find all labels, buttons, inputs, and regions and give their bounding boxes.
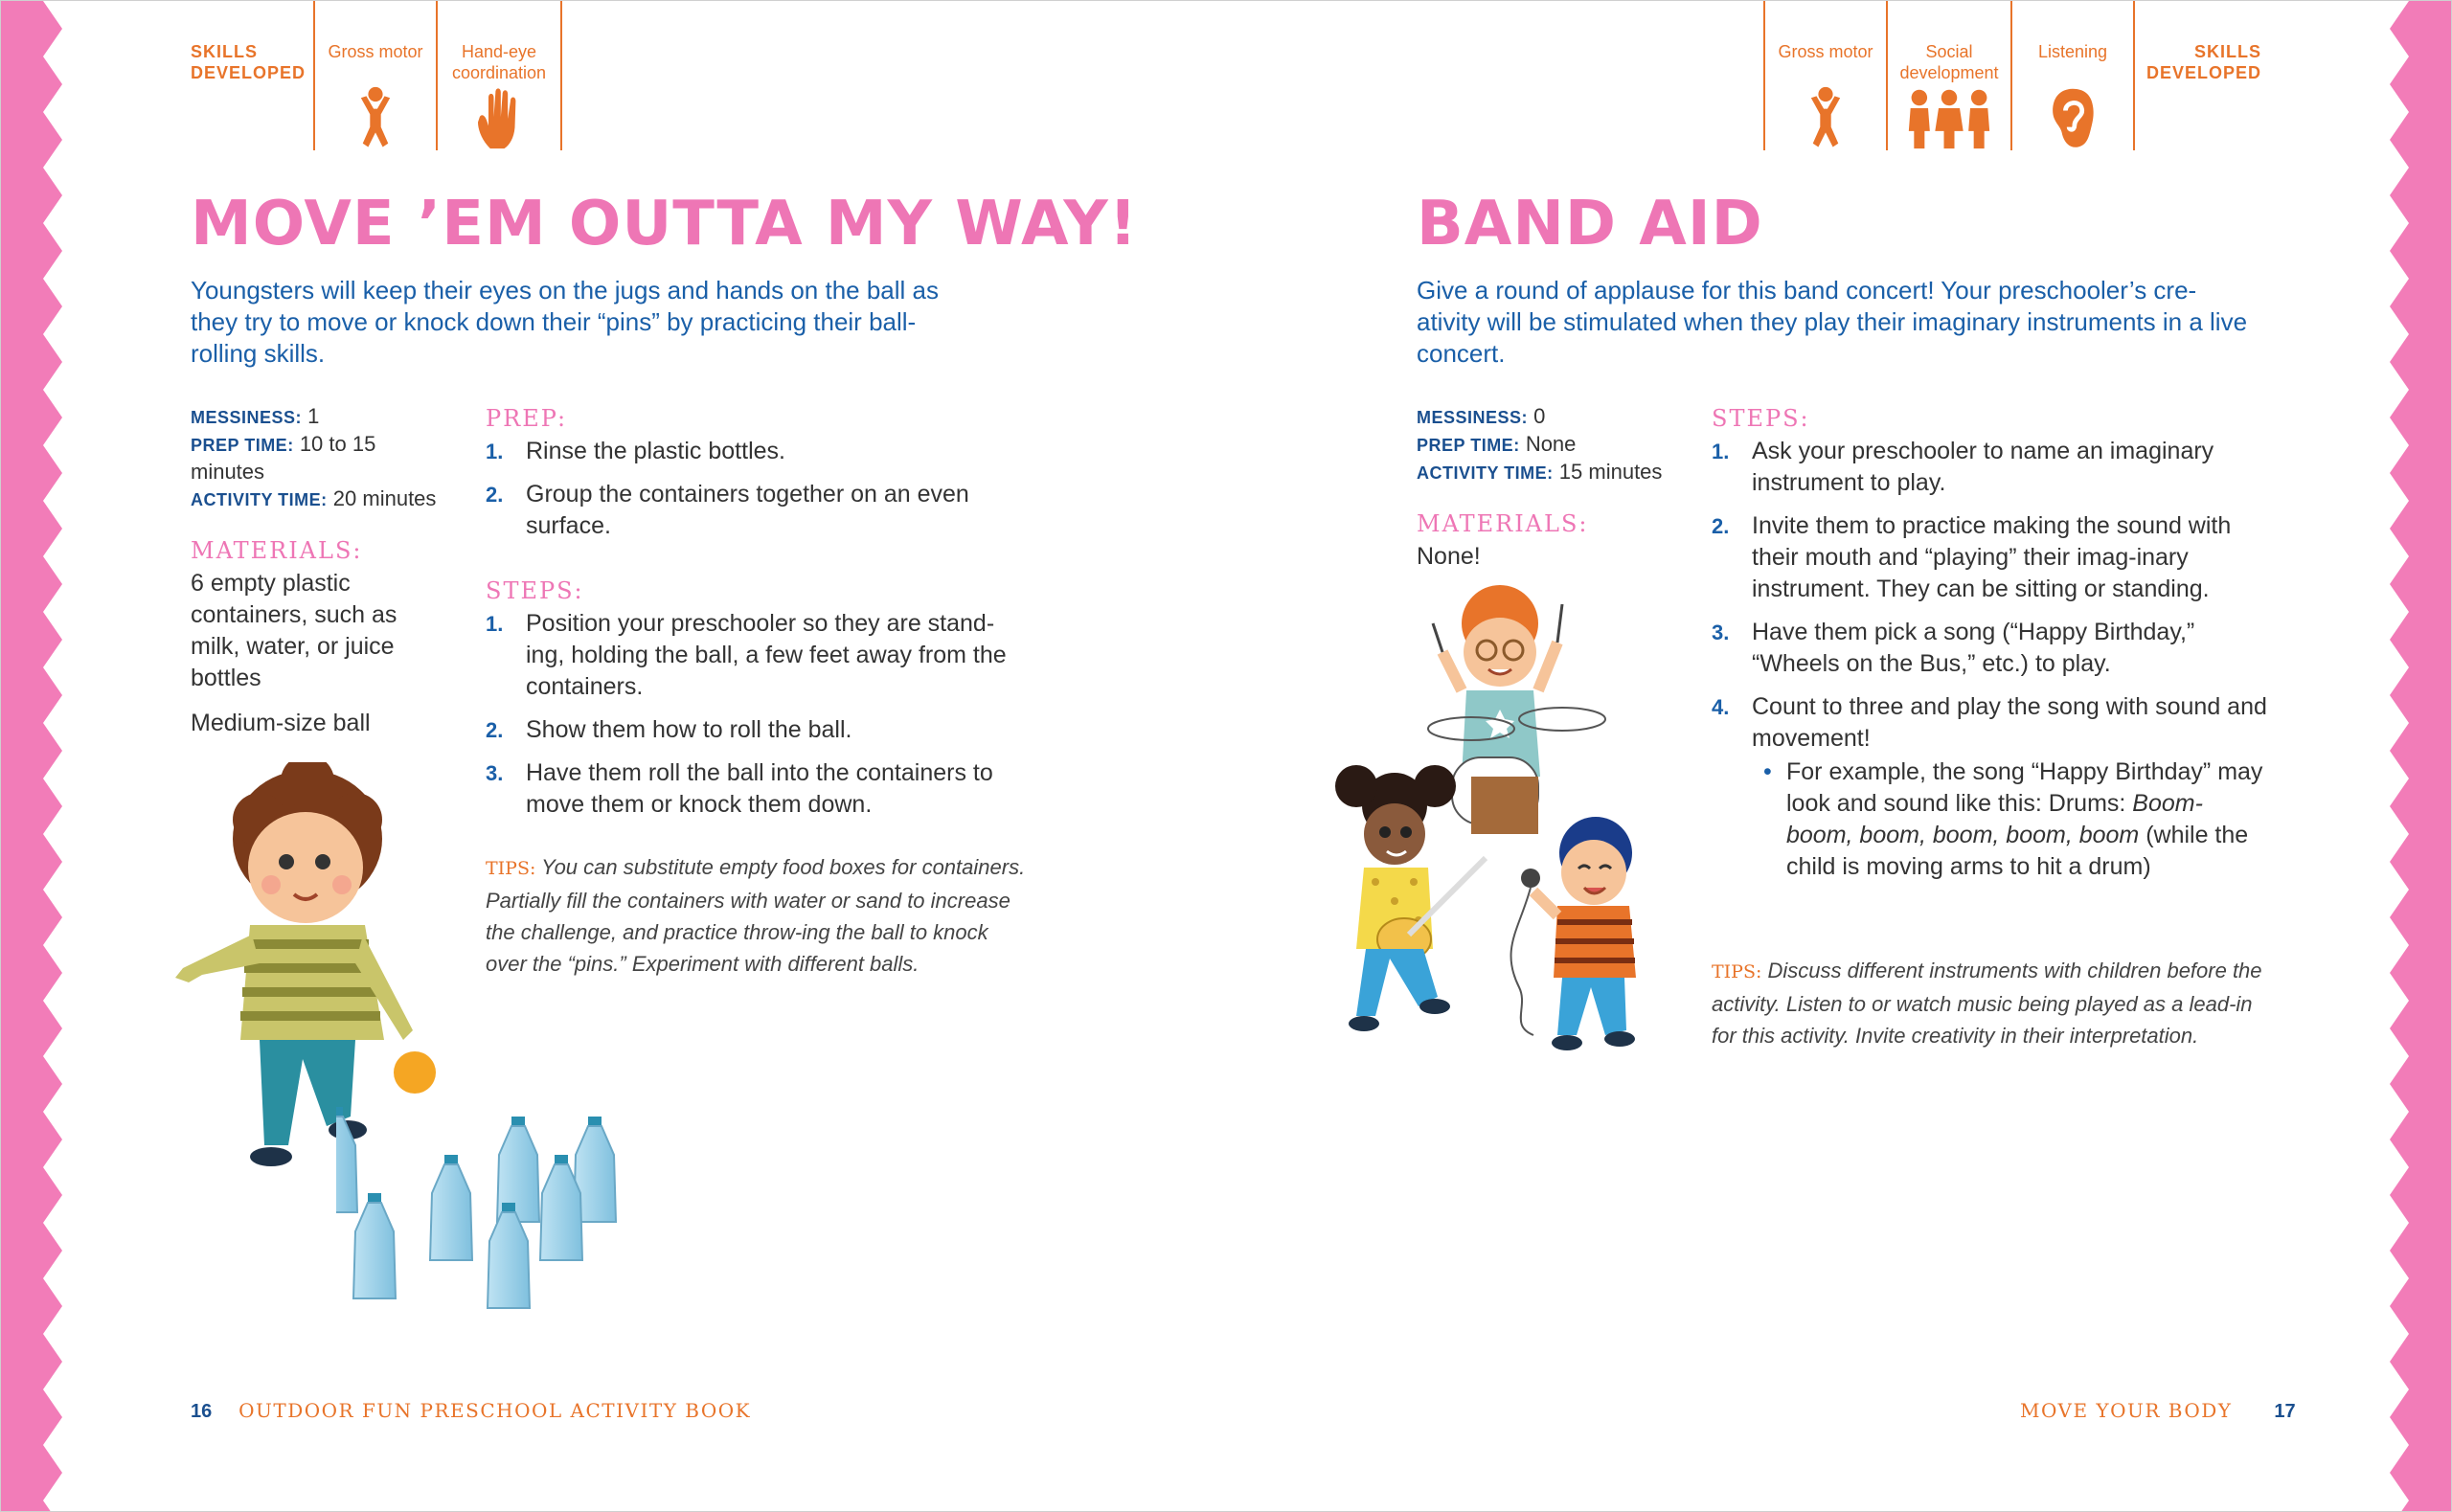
gross-motor-icon [1797,85,1854,150]
right-intro: Give a round of applause for this band concert! Your preschooler’s cre-ativity will be stimulated when they play their imaginary instruments in a live concert. [1417,276,2248,368]
left-skills-header: SKILLS DEVELOPED [191,42,306,82]
right-materials-heading: MATERIALS: [1417,510,1589,537]
book-title: OUTDOOR FUN PRESCHOOL ACTIVITY BOOK [238,1399,752,1422]
step-item: 2. Invite them to practice making the sound with their mouth and “playing” their imag-inary instrument. They can be sitting or standing. [1712,512,2232,602]
right-zigzag-border [2390,1,2451,1512]
skill-gross-motor [313,1,438,150]
right-materials: None! [1417,543,1481,570]
hand-icon [470,87,528,150]
band-kids-illustration [1328,585,1730,1054]
right-tips: TIPS: Discuss different instruments with children before the activity. Listen to or watch music being played as a lead-in for this activity. Invite creativity in their interpretation. [1712,959,2262,1048]
left-tips: TIPS: You can substitute empty food boxes for containers. Partially fill the containers with water or sand to increase the challenge, and practice throw-ing the ball to knock over the “pins.” Experiment with different balls. [486,855,1026,976]
right-meta [1417,403,1685,486]
skill-label: Gross motor [1778,42,1873,61]
gross-motor-icon [347,85,404,150]
left-materials-heading: MATERIALS: [191,537,363,564]
left-prep-heading: PREP: [486,405,568,432]
left-footer [191,1399,751,1423]
messiness-row: MESSINESS: 1 [191,404,320,428]
left-activity-title: MOVE ’EM OUTTA MY WAY! [191,189,1138,260]
skill-hand-eye [438,1,562,150]
skill-label: Listening [2037,42,2108,61]
prep-time-row: PREP TIME: 10 to 15 minutes [191,432,376,484]
people-icon [1901,87,1997,150]
right-footer [2020,1399,2296,1423]
left-intro: Youngsters will keep their eyes on the jugs and hands on the ball as they try to move or knock down their “pins” by practicing their ball-rolling skills. [191,276,940,368]
left-prep-list [486,436,1022,553]
left-skills-bar [313,1,562,150]
plastic-bottles-illustration [336,1107,643,1337]
page-number: 17 [2274,1401,2296,1422]
section-title: MOVE YOUR BODY [2020,1399,2233,1422]
prep-time-row: PREP TIME: None [1417,432,1577,456]
skill-gross-motor [1763,1,1888,150]
step-item: 1. Position your preschooler so they are stand-ing, holding the ball, a few feet away from the containers. [486,610,1007,700]
left-zigzag-border [1,1,62,1512]
prep-item: 2. Group the containers together on an even surface. [486,481,969,539]
page-number: 16 [191,1401,213,1422]
skill-label: Gross motor [328,42,423,61]
left-steps-list [486,608,1032,832]
sub-bullet: • For example, the song “Happy Birthday” may look and sound like this: Drums: Boom-boom, boom, boom, boom, boom (while the child is moving arms to hit a drum) [1763,758,2263,880]
right-skills-header: SKILLS DEVELOPED [2146,42,2261,82]
step-item: 3. Have them roll the ball into the containers to move them or knock them down. [486,759,993,818]
left-meta [191,403,449,513]
messiness-row: MESSINESS: 0 [1417,404,1546,428]
left-materials-list [191,568,411,739]
skill-label: Social development [1899,42,1999,82]
right-steps-heading: STEPS: [1712,405,1810,432]
material-item: 6 empty plastic containers, such as milk, water, or juice bottles [191,570,397,691]
right-skills-bar [1763,1,2135,150]
activity-time-row: ACTIVITY TIME: 20 minutes [191,486,437,510]
left-steps-heading: STEPS: [486,577,584,604]
skill-listening [2012,1,2135,150]
material-item: Medium-size ball [191,710,371,736]
step-item: 2. Show them how to roll the ball. [486,716,852,743]
prep-item: 1. Rinse the plastic bottles. [486,438,785,464]
ear-icon [2044,85,2101,150]
right-steps-list [1712,436,2267,894]
step-item: 1. Ask your preschooler to name an imaginary instrument to play. [1712,438,2214,496]
skill-label: Hand-eye coordination [451,42,547,82]
step-item: 4. Count to three and play the song with sound and movement! • For example, the song “Happy Birthday” may look and sound like this: Drums: Boom-boom, boom, boom, boom, boom (while the child is moving arms to hit a drum) [1712,691,2267,883]
step-item: 3. Have them pick a song (“Happy Birthday,” “Wheels on the Bus,” etc.) to play. [1712,619,2195,677]
skill-social [1888,1,2012,150]
right-activity-title: BAND AID [1417,189,1763,260]
activity-time-row: ACTIVITY TIME: 15 minutes [1417,460,1663,484]
bottle [336,1107,357,1212]
